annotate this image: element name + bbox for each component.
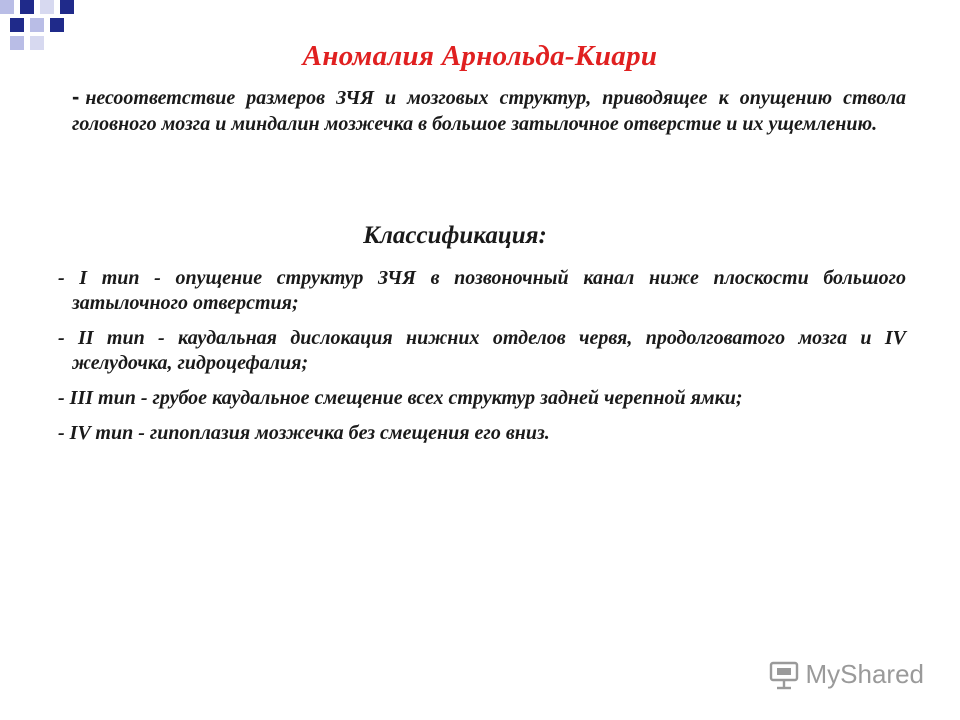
decor-square — [60, 0, 74, 14]
type-item-2: - II тип - каудальная дислокация нижних отделов червя, продолговатого мозга и IV желудочка, гидроцефалия; — [58, 327, 906, 374]
type-item-3: - III тип - грубое каудальное смещение всех структур задней черепной ямки; — [58, 387, 743, 409]
decor-square — [10, 18, 24, 32]
definition-dash: - — [72, 84, 80, 109]
watermark — [768, 659, 925, 690]
decor-square — [20, 0, 34, 14]
definition-paragraph — [72, 84, 906, 137]
decor-square — [50, 18, 64, 32]
watermark-text: MyShared — [805, 659, 924, 689]
slide-title: Аномалия Арнольда-Киари — [302, 40, 658, 72]
decor-square — [0, 0, 14, 14]
type-item-4: - IV тип - гипоплазия мозжечка без смещения его вниз. — [58, 422, 550, 444]
decor-square — [40, 0, 54, 14]
presentation-board-icon — [768, 660, 800, 690]
type-list — [58, 266, 906, 456]
type-item-1: - I тип - опущение структур ЗЧЯ в позвоночный канал ниже плоскости большого затылочного отверстия; — [58, 267, 906, 314]
definition-text: несоответствие размеров ЗЧЯ и мозговых структур, приводящее к опущению ствола головного мозга и миндалин мозжечка в большое затылочное отверстие и их ущемлению. — [72, 87, 906, 135]
classification-heading: Классификация: — [363, 222, 547, 249]
decor-square — [30, 18, 44, 32]
